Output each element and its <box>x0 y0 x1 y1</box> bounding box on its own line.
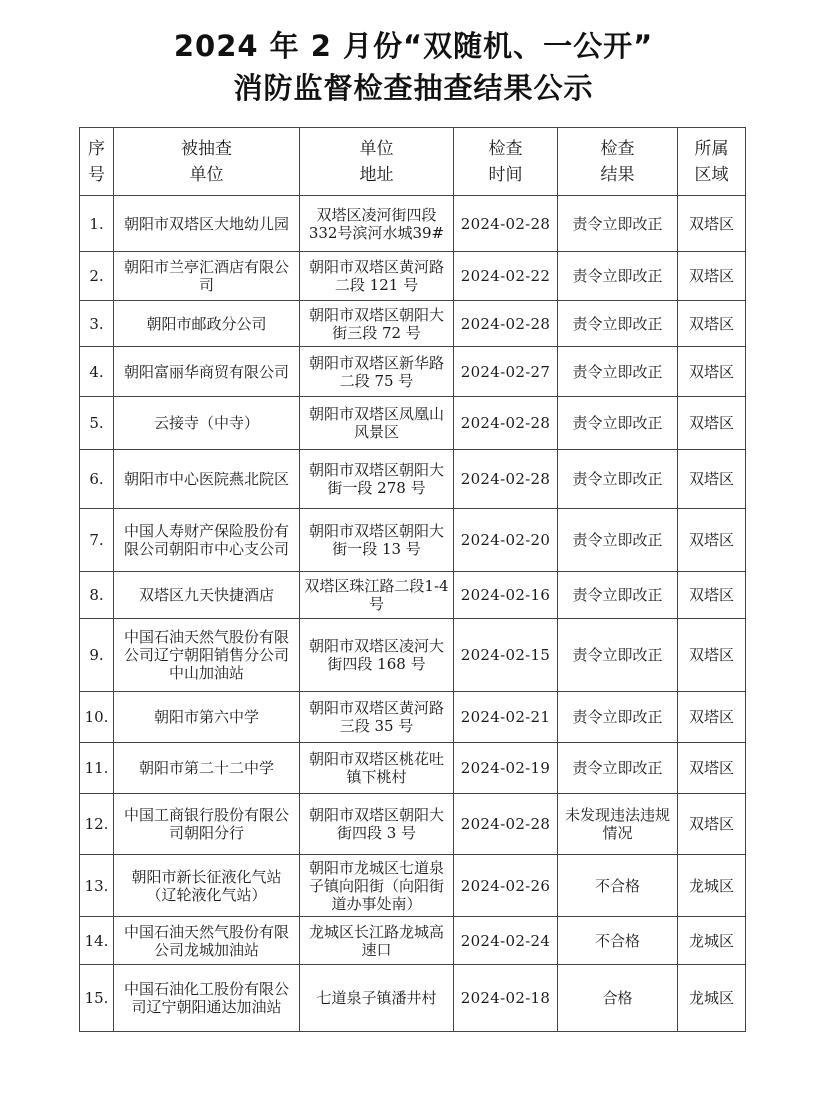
inspection-date: 2024-02-21 <box>454 692 558 743</box>
unit-address: 朝阳市双塔区凤凰山风景区 <box>300 397 454 450</box>
region: 双塔区 <box>678 252 746 301</box>
header-seq-line-1: 序 <box>88 138 105 159</box>
region: 双塔区 <box>678 794 746 855</box>
row-number: 2. <box>80 252 114 301</box>
inspection-result: 未发现违法违规情况 <box>558 794 678 855</box>
unit-name: 朝阳市双塔区大地幼儿园 <box>114 196 300 252</box>
inspection-result: 责令立即改正 <box>558 509 678 572</box>
inspection-date: 2024-02-28 <box>454 794 558 855</box>
inspection-result: 责令立即改正 <box>558 450 678 509</box>
unit-name: 朝阳市第六中学 <box>114 692 300 743</box>
unit-name: 云接寺（中寺） <box>114 397 300 450</box>
unit-name: 朝阳富丽华商贸有限公司 <box>114 347 300 397</box>
table-row <box>80 743 746 794</box>
header-date-line-2: 时间 <box>488 164 523 185</box>
row-number: 10. <box>80 692 114 743</box>
table-row <box>80 794 746 855</box>
table-row <box>80 855 746 917</box>
table-row <box>80 301 746 347</box>
inspection-result: 责令立即改正 <box>558 347 678 397</box>
header-result-line-1: 检查 <box>600 138 635 159</box>
region: 双塔区 <box>678 743 746 794</box>
region: 双塔区 <box>678 347 746 397</box>
row-number: 1. <box>80 196 114 252</box>
unit-name: 中国石油天然气股份有限公司龙城加油站 <box>114 917 300 965</box>
inspection-date: 2024-02-22 <box>454 252 558 301</box>
region: 双塔区 <box>678 450 746 509</box>
inspection-result: 不合格 <box>558 855 678 917</box>
inspection-date: 2024-02-24 <box>454 917 558 965</box>
table-header-row <box>80 128 746 196</box>
unit-name: 朝阳市第二十二中学 <box>114 743 300 794</box>
inspection-date: 2024-02-28 <box>454 450 558 509</box>
region: 龙城区 <box>678 855 746 917</box>
unit-address: 龙城区长江路龙城高速口 <box>300 917 454 965</box>
table-row <box>80 450 746 509</box>
unit-name: 中国工商银行股份有限公司朝阳分行 <box>114 794 300 855</box>
inspection-date: 2024-02-28 <box>454 397 558 450</box>
inspection-result: 责令立即改正 <box>558 743 678 794</box>
inspection-date: 2024-02-15 <box>454 619 558 692</box>
inspection-results-table <box>79 127 746 1032</box>
unit-name: 中国人寿财产保险股份有限公司朝阳市中心支公司 <box>114 509 300 572</box>
inspection-date: 2024-02-16 <box>454 572 558 619</box>
header-result-line-2: 结果 <box>600 164 635 185</box>
region: 龙城区 <box>678 917 746 965</box>
row-number: 5. <box>80 397 114 450</box>
header-date <box>454 128 558 196</box>
unit-address: 双塔区凌河街四段332号滨河水城39# <box>300 196 454 252</box>
region: 龙城区 <box>678 965 746 1032</box>
row-number: 6. <box>80 450 114 509</box>
unit-address: 朝阳市双塔区朝阳大街一段 278 号 <box>300 450 454 509</box>
header-seq-line-2: 号 <box>88 164 105 185</box>
unit-name: 双塔区九天快捷酒店 <box>114 572 300 619</box>
header-unit-line-2: 单位 <box>189 164 224 185</box>
inspection-date: 2024-02-27 <box>454 347 558 397</box>
header-region-line-2: 区域 <box>694 164 729 185</box>
header-date-line-1: 检查 <box>488 138 523 159</box>
unit-address: 朝阳市双塔区黄河路三段 35 号 <box>300 692 454 743</box>
region: 双塔区 <box>678 196 746 252</box>
inspection-result: 责令立即改正 <box>558 619 678 692</box>
unit-name: 朝阳市邮政分公司 <box>114 301 300 347</box>
unit-name: 中国石油化工股份有限公司辽宁朝阳通达加油站 <box>114 965 300 1032</box>
unit-address: 双塔区珠江路二段1-4 号 <box>300 572 454 619</box>
header-seq <box>80 128 114 196</box>
table-row <box>80 252 746 301</box>
unit-address: 朝阳市双塔区朝阳大街三段 72 号 <box>300 301 454 347</box>
header-address <box>300 128 454 196</box>
region: 双塔区 <box>678 301 746 347</box>
row-number: 3. <box>80 301 114 347</box>
unit-address: 朝阳市双塔区桃花吐镇下桃村 <box>300 743 454 794</box>
inspection-date: 2024-02-28 <box>454 301 558 347</box>
header-unit-line-1: 被抽查 <box>181 138 232 159</box>
row-number: 9. <box>80 619 114 692</box>
header-address-line-1: 单位 <box>359 138 394 159</box>
table-row <box>80 509 746 572</box>
title-line-1: 2024 年 2 月份“双随机、一公开” <box>173 29 654 63</box>
inspection-result: 责令立即改正 <box>558 301 678 347</box>
row-number: 8. <box>80 572 114 619</box>
unit-name: 朝阳市新长征液化气站（辽轮液化气站） <box>114 855 300 917</box>
inspection-result: 责令立即改正 <box>558 692 678 743</box>
unit-address: 朝阳市龙城区七道泉子镇向阳街（向阳街道办事处南） <box>300 855 454 917</box>
table-row <box>80 347 746 397</box>
row-number: 11. <box>80 743 114 794</box>
unit-name: 中国石油天然气股份有限公司辽宁朝阳销售分公司中山加油站 <box>114 619 300 692</box>
table-row <box>80 917 746 965</box>
header-region-line-1: 所属 <box>694 138 729 159</box>
inspection-result: 责令立即改正 <box>558 252 678 301</box>
row-number: 12. <box>80 794 114 855</box>
inspection-date: 2024-02-18 <box>454 965 558 1032</box>
title-line-2: 消防监督检查抽查结果公示 <box>233 71 594 105</box>
region: 双塔区 <box>678 619 746 692</box>
region: 双塔区 <box>678 397 746 450</box>
table-row <box>80 196 746 252</box>
header-region <box>678 128 746 196</box>
unit-address: 朝阳市双塔区黄河路二段 121 号 <box>300 252 454 301</box>
table-row <box>80 397 746 450</box>
region: 双塔区 <box>678 692 746 743</box>
inspection-result: 合格 <box>558 965 678 1032</box>
unit-address: 朝阳市双塔区凌河大街四段 168 号 <box>300 619 454 692</box>
inspection-result: 责令立即改正 <box>558 397 678 450</box>
row-number: 4. <box>80 347 114 397</box>
unit-address: 朝阳市双塔区朝阳大街一段 13 号 <box>300 509 454 572</box>
unit-address: 朝阳市双塔区朝阳大街四段 3 号 <box>300 794 454 855</box>
inspection-result: 不合格 <box>558 917 678 965</box>
row-number: 7. <box>80 509 114 572</box>
unit-address: 朝阳市双塔区新华路二段 75 号 <box>300 347 454 397</box>
table-row <box>80 692 746 743</box>
table-row <box>80 965 746 1032</box>
region: 双塔区 <box>678 509 746 572</box>
unit-address: 七道泉子镇潘井村 <box>300 965 454 1032</box>
inspection-result: 责令立即改正 <box>558 196 678 252</box>
inspection-date: 2024-02-28 <box>454 196 558 252</box>
inspection-date: 2024-02-19 <box>454 743 558 794</box>
header-result <box>558 128 678 196</box>
row-number: 14. <box>80 917 114 965</box>
region: 双塔区 <box>678 572 746 619</box>
inspection-result: 责令立即改正 <box>558 572 678 619</box>
unit-name: 朝阳市中心医院燕北院区 <box>114 450 300 509</box>
row-number: 15. <box>80 965 114 1032</box>
inspection-date: 2024-02-20 <box>454 509 558 572</box>
table-row <box>80 619 746 692</box>
inspection-date: 2024-02-26 <box>454 855 558 917</box>
header-address-line-2: 地址 <box>359 164 394 185</box>
table-row <box>80 572 746 619</box>
row-number: 13. <box>80 855 114 917</box>
header-unit <box>114 128 300 196</box>
unit-name: 朝阳市兰亭汇酒店有限公司 <box>114 252 300 301</box>
